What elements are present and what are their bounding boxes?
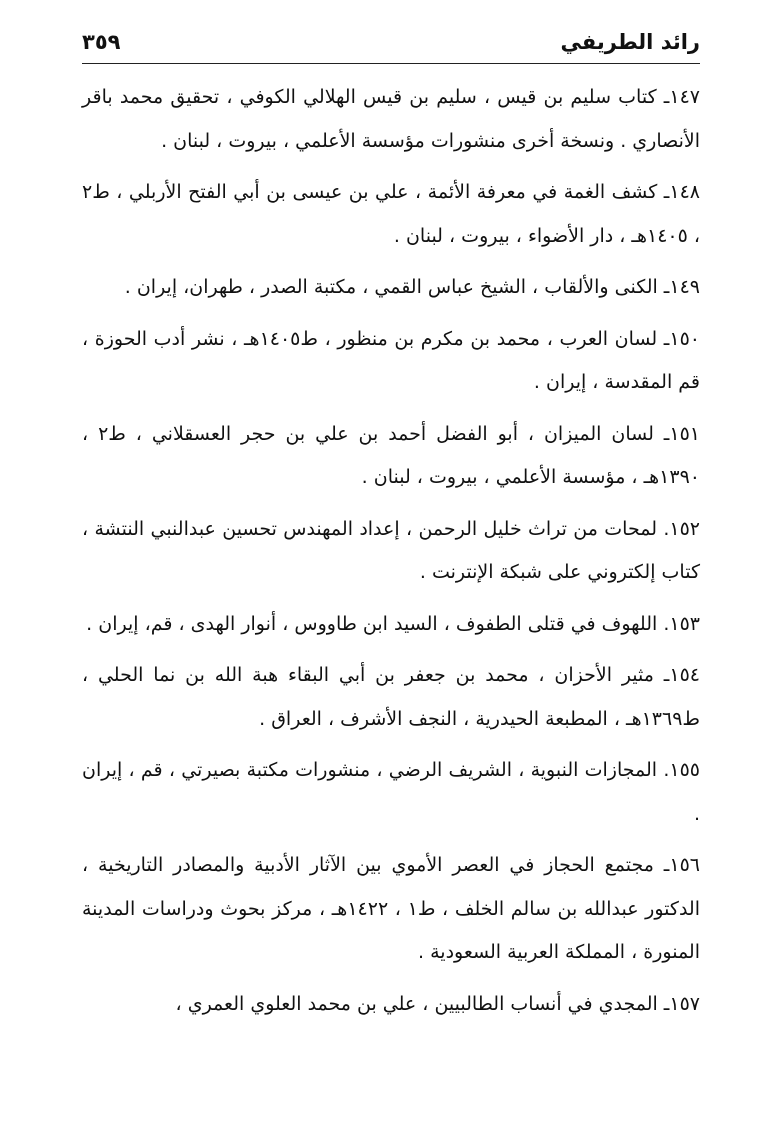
entry-number: ١٥٣ (669, 612, 700, 635)
entry-text: . لمحات من تراث خليل الرحمن ، إعداد المهندس تحسين عبدالنبي النتشة ، كتاب إلكتروني على شبكة الإنترنت . (82, 517, 700, 583)
entry-number: ١٥٢ (669, 517, 700, 540)
entry-number: ١٥١ (669, 422, 700, 445)
bibliography-entry (82, 413, 700, 500)
header-rule (82, 63, 700, 64)
bibliography-entry (82, 76, 700, 163)
entry-number: ١٥٤ (669, 664, 700, 686)
entry-number: ١٥٥ (669, 759, 700, 781)
entry-number: ١٤٧ (669, 86, 700, 108)
entry-text: ـ مثير الأحزان ، محمد بن جعفر بن أبي البقاء هبة الله بن نما الحلي ، ط١٣٦٩هـ ، المطبعة الحيدرية ، النجف الأشرف ، العراق . (82, 664, 700, 730)
entry-text: ـ كتاب سليم بن قيس ، سليم بن قيس الهلالي الكوفي ، تحقيق محمد باقر الأنصاري . ونسخة أخرى منشورات مؤسسة الأعلمي ، بيروت ، لبنان . (82, 86, 700, 152)
entry-text: ـ مجتمع الحجاز في العصر الأموي بين الآثار الأدبية والمصادر التاريخية ، الدكتور عبدالله بن سالم الخلف ، ط١ ، ١٤٢٢هـ ، مركز بحوث ودراسات المدينة المنورة ، المملكة العربية السعودية . (82, 854, 700, 963)
bibliography-entry (82, 844, 700, 975)
entry-number: ١٥٧ (669, 992, 700, 1015)
running-header (82, 28, 700, 64)
header-title: رائد الطريفي (560, 30, 700, 54)
bibliography-list (82, 76, 700, 1034)
entry-number: ١٤٨ (669, 181, 700, 203)
entry-text: . المجازات النبوية ، الشريف الرضي ، منشورات مكتبة بصيرتي ، قم ، إيران . (82, 759, 700, 825)
entry-number: ١٥٦ (669, 854, 700, 876)
entry-text: ـ لسان العرب ، محمد بن مكرم بن منظور ، ط١٤٠٥هـ ، نشر أدب الحوزة ، قم المقدسة ، إيران . (82, 327, 700, 393)
bibliography-entry (82, 654, 700, 741)
entry-text: . اللهوف في قتلى الطفوف ، السيد ابن طاووس ، أنوار الهدى ، قم، إيران . (86, 612, 670, 635)
bibliography-entry (82, 171, 700, 258)
bibliography-entry (82, 266, 700, 310)
bibliography-entry (82, 983, 700, 1027)
bibliography-entry (82, 508, 700, 595)
entry-number: ١٤٩ (669, 276, 700, 298)
bibliography-entry (82, 318, 700, 405)
bibliography-entry (82, 749, 700, 836)
entry-text: ـ كشف الغمة في معرفة الأئمة ، علي بن عيسى بن أبي الفتح الأربلي ، ط٢ ، ١٤٠٥هـ ، دار الأضواء ، بيروت ، لبنان . (82, 181, 700, 247)
entry-text: ـ لسان الميزان ، أبو الفضل أحمد بن علي بن حجر العسقلاني ، ط٢ ، ١٣٩٠هـ ، مؤسسة الأعلمي ، بيروت ، لبنان . (82, 422, 700, 488)
bibliography-entry (82, 603, 700, 647)
entry-text: ـ الكنى والألقاب ، الشيخ عباس القمي ، مكتبة الصدر ، طهران، إيران . (124, 276, 670, 298)
entry-text: ـ المجدي في أنساب الطالبيين ، علي بن محمد العلوي العمري ، (175, 992, 670, 1015)
entry-number: ١٥٠ (669, 327, 700, 350)
page-number: ٣٥٩ (82, 30, 121, 54)
